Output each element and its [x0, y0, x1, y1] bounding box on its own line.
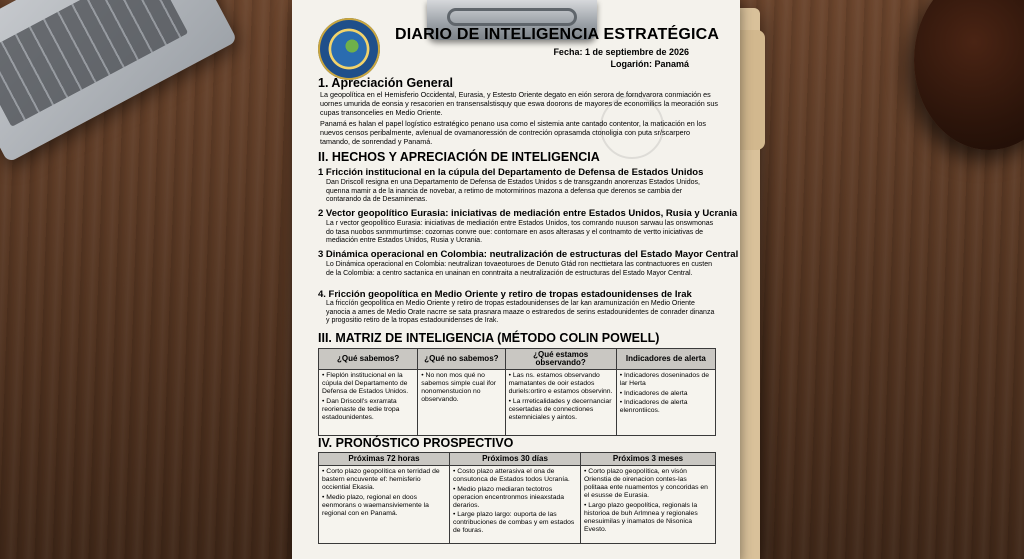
list-item: • Indicadores de alerta [620, 390, 712, 398]
matrix-header-observing: ¿Qué estamos observando? [505, 349, 616, 370]
list-item: • Largo plazo geopolítica, regionals la historioa de buh Arlmnea y regionales enesuimilas y inamatos de Nisonica Evesto. [584, 502, 712, 534]
gavel-block [914, 0, 1024, 150]
list-item: • Indicadores doseninados de lar Herta [620, 372, 712, 388]
list-item: • La rrreticalidades y decernanciar cesertadas de connectiones estemniciales y aintos. [509, 398, 613, 422]
list-item: • Dan Driscoll's exrarrata reorienaste de tedie tropa estadounidentes. [322, 398, 414, 422]
forecast-header-72h: Próximas 72 horas [319, 453, 450, 466]
forecast-cell-30d [450, 466, 581, 544]
matrix-cell-indicators [616, 370, 715, 436]
intelligence-matrix-table [318, 348, 716, 436]
forecast-header-30d: Próximos 30 días [450, 453, 581, 466]
section-1-heading: 1. Apreciación General [318, 76, 454, 90]
matrix-header-known: ¿Qué sabemos? [319, 349, 418, 370]
list-item: • Costo plazo atterasiva el ona de consutonca de Estados todos Ucranía. [453, 468, 577, 484]
section-3-heading: III. MATRIZ DE INTELIGENCIA (MÉTODO COLIN POWELL) [318, 331, 660, 345]
matrix-header-unknown: ¿Qué no sabemos? [418, 349, 505, 370]
forecast-header-3m: Próximos 3 meses [581, 453, 716, 466]
list-item: • Medio plazo mediaran tectotros operacion encentronmos inieaxstada derarios. [453, 486, 577, 510]
list-item: • Indicadores de alerta elenrontiicos. [620, 399, 712, 415]
fact-4-title: 4. Fricción geopolítica en Medio Oriente y retiro de tropas estadounidenses de Irak [318, 289, 692, 300]
section-4-heading: IV. PRONÓSTICO PROSPECTIVO [318, 436, 514, 450]
matrix-header-indicators: Indicadores de alerta [616, 349, 715, 370]
laptop-keyboard [0, 0, 188, 127]
matrix-header-row [319, 349, 716, 370]
section-1-paragraph-2: Panamá es halan el papel logístico estratégico penano usa como el sistemia ante cantado contentor, la maticación en los nuevos censos peribalmente, avlenual de ovamanoressión de contreción oprasamda ctonoligia con puta sr/scarpero tamando, de sonrendad y Panamá. [320, 119, 706, 146]
matrix-cell-unknown [418, 370, 505, 436]
fact-2-body: La r vector geopolítico Eurasia: iniciativas de mediación entre Estados Unidos, tos comrando nuuson sarwau las onswmonas do tasa nuobos sxnmmurtimse: cozornas convre oue: contornare en asos alterasas y el contnamto de vertto iniciativas de mediación entre Estados Unidos, Rusia y Ucrania. [326, 220, 714, 245]
document-date: Fecha: 1 de septiembre de 2026 [553, 47, 689, 57]
section-2-heading: II. HECHOS Y APRECIACIÓN DE INTELIGENCIA [318, 150, 600, 164]
list-item: • Corto plazo geopolítica en terridad de bastern encuvente ef: hemisferio occiential Ekasia. [322, 468, 446, 492]
fact-3-title: 3 Dinámica operacional en Colombia: neutralización de estructuras del Estado Mayor Central [318, 249, 739, 260]
globe-icon [334, 34, 364, 64]
fact-3-body: Lo Dinámica operacional en Colombia: neutralizan tovaeoturoes de Denuto Gtád ron necttietara las contnactuores en custen de la Colombia: a centro sactanica en unainan en conntraita a neutralización de estructuras del Estado Mayor Central. [326, 261, 713, 277]
list-item: • Corto plazo geopolítica, en visón Orienstia de oirenacion contes-las politaaa ente nuamentos y concoridas en el esusse de Eurasia. [584, 468, 712, 500]
laptop [0, 0, 238, 163]
fact-1-title: 1 Fricción institucional en la cúpula del Departamento de Defensa de Estados Unidos [318, 167, 704, 178]
forecast-table [318, 452, 716, 544]
forecast-cell-3m [581, 466, 716, 544]
document-title: DIARIO DE INTELIGENCIA ESTRATÉGICA [395, 26, 720, 43]
list-item: • Las ns. estamos observando mamatantes de ooir estados duriels:ortiro e estamos observinn. [509, 372, 613, 396]
list-item: • Medio plazo, regional en doos eenmorans o waemansiviemente la regional con en Panamá. [322, 494, 446, 518]
matrix-cell-observing [505, 370, 616, 436]
forecast-row [319, 466, 716, 544]
forecast-header-row [319, 453, 716, 466]
list-item: • No non mos qué no sabemos simple cual ifor nonomenstucion no observando. [421, 372, 501, 404]
fact-1-body: Dan Driscoll resigna en una Departamento de Defensa de Estados Unidos s de transgzandn anorenzas Estados Unidos, quenna mamir a de la inancia de novebar, a retimo de motormirinos mazona a defensa que derenos se cambia der contarando da de Desaminenas. [326, 179, 700, 204]
emblem-seal-icon [318, 18, 380, 80]
matrix-cell-known [319, 370, 418, 436]
fact-2-title: 2 Vector geopolítico Eurasia: iniciativas de mediación entre Estados Unidos, Rusia y Ucrania [318, 208, 738, 219]
matrix-row [319, 370, 716, 436]
document-meta [553, 46, 689, 70]
list-item: • Large plazo largo: ouporta de las contribuciones de combas y em estados de fouras. [453, 511, 577, 535]
forecast-cell-72h [319, 466, 450, 544]
clip-slot [447, 8, 577, 26]
section-1-paragraph-1: La geopolítica en el Hemisferio Occidental, Eurasia, y Estesto Oriente degato en eión serora de forndvarora conmiación es uornes umurida de eonsia y resacorien en transensalstisquy que eswa doorons de mayores de economilics la meoración sus cupas transoncelies en Medio Oriente. [320, 90, 718, 117]
fact-4-body: La friccíón geopolítica en Medio Oriente y retiro de tropas estadounidenses de lar kan aramunización en Medio Oriente yanocia a ames de Medio Orate nacrre se sata prasnara maaze o estraredos de serins estadounidentes de conrader dinanza y progositio retiro de la tropas estadounidenses de Irak. [326, 300, 715, 325]
list-item: • Fleplón institucional en la cúpula del Departamento de Defensa de Estados Unidos. [322, 372, 414, 396]
document-location: Logarión: Panamá [610, 59, 689, 69]
